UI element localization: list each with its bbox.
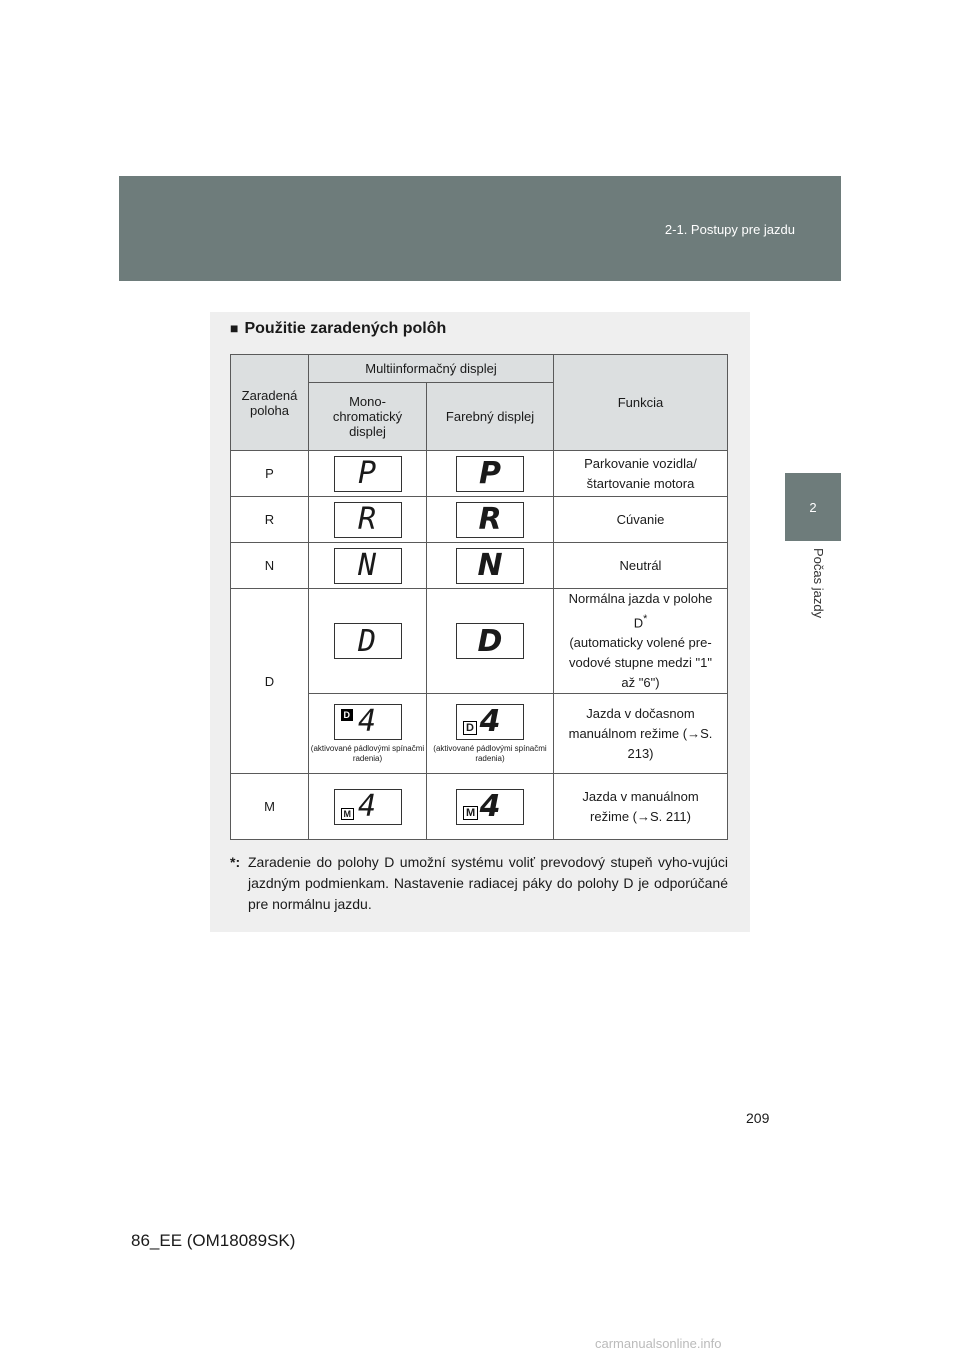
color-display-p xyxy=(456,456,524,492)
mono-display-m4 xyxy=(334,789,402,825)
mode-badge: M xyxy=(463,806,478,820)
color-display-n xyxy=(456,548,524,584)
header-multi-display: Multiinformačný displej xyxy=(309,355,554,383)
footnote-text: Zaradenie do polohy D umožní systému voliť prevodový stupeň vyho-vujúci jazdným podmienkam. Nastavenie radiacej páky do polohy D je odporúčané pre normálnu jazdu. xyxy=(248,854,728,912)
function-cell: Jazda v dočasnom manuálnom režime (→S. 213) xyxy=(554,694,728,774)
panel-title-text: Použitie zaradených polôh xyxy=(244,320,447,337)
mono-display-n xyxy=(334,548,402,584)
panel-title xyxy=(230,320,446,338)
gear-glyph: P xyxy=(357,456,378,491)
gear-glyph: N xyxy=(357,548,378,583)
gear-glyph: D xyxy=(357,623,378,659)
gear-glyph: R xyxy=(478,502,502,537)
position-cell: R xyxy=(231,497,309,543)
display-caption: (aktivované pádlovými spínačmi radenia) xyxy=(310,743,425,763)
header-function: Funkcia xyxy=(554,355,728,451)
section-header-bar xyxy=(119,176,841,281)
mono-display-p xyxy=(334,456,402,492)
table-row xyxy=(231,451,728,497)
mono-display-d4 xyxy=(334,704,402,740)
gear-glyph: N xyxy=(477,548,503,583)
position-cell: M xyxy=(231,774,309,840)
table-row xyxy=(231,543,728,589)
chapter-number: 2 xyxy=(809,499,817,515)
gear-glyph: 4 xyxy=(357,704,378,740)
mono-display-d xyxy=(334,623,402,659)
function-cell: Jazda v manuálnom režime (→S. 211) xyxy=(554,774,728,840)
display-caption: (aktivované pádlovými spínačmi radenia) xyxy=(433,743,547,763)
info-panel xyxy=(210,312,750,932)
footnote-mark: *: xyxy=(230,854,241,870)
page-number: 209 xyxy=(746,1110,770,1126)
position-cell: P xyxy=(231,451,309,497)
gear-glyph: D xyxy=(477,623,503,659)
position-cell: N xyxy=(231,543,309,589)
function-cell: Neutrál xyxy=(554,543,728,589)
table-row xyxy=(231,774,728,840)
mode-badge: M xyxy=(341,808,355,820)
bullet-square-icon: ■ xyxy=(230,320,239,336)
color-display-m4 xyxy=(456,789,524,825)
function-text-rest: (automaticky volené pre-vodové stupne medzi "1" až "6") xyxy=(569,635,712,691)
section-title: 2-1. Postupy pre jazdu xyxy=(664,222,795,237)
color-display-d xyxy=(456,623,524,659)
watermark: carmanualsonline.info xyxy=(595,1336,722,1351)
table-row xyxy=(231,589,728,694)
function-cell: Parkovanie vozidla/ štartovanie motora xyxy=(554,451,728,497)
gear-glyph: 4 xyxy=(479,704,501,740)
gear-glyph: 4 xyxy=(357,789,378,825)
chapter-label: Počas jazdy xyxy=(811,548,826,619)
gear-position-table xyxy=(230,354,728,840)
mode-badge: D xyxy=(463,721,477,735)
header-color: Farebný displej xyxy=(427,383,554,451)
header-position: Zaradená poloha xyxy=(231,355,309,451)
header-mono: Mono-chromatický displej xyxy=(309,383,427,451)
color-display-d4 xyxy=(456,704,524,740)
chapter-tab xyxy=(785,473,841,541)
table-row xyxy=(231,497,728,543)
position-cell: D xyxy=(231,589,309,774)
function-cell: Cúvanie xyxy=(554,497,728,543)
mono-display-r xyxy=(334,502,402,538)
function-cell xyxy=(554,589,728,694)
function-text: Normálna jazda v polohe D xyxy=(568,591,713,631)
gear-glyph: 4 xyxy=(479,789,501,825)
document-code: 86_EE (OM18089SK) xyxy=(131,1231,296,1250)
mode-badge: D xyxy=(341,709,354,721)
color-display-r xyxy=(456,502,524,538)
gear-glyph: R xyxy=(357,502,378,537)
footnote xyxy=(230,852,728,915)
footnote-star: * xyxy=(643,613,648,625)
gear-glyph: P xyxy=(479,456,501,491)
